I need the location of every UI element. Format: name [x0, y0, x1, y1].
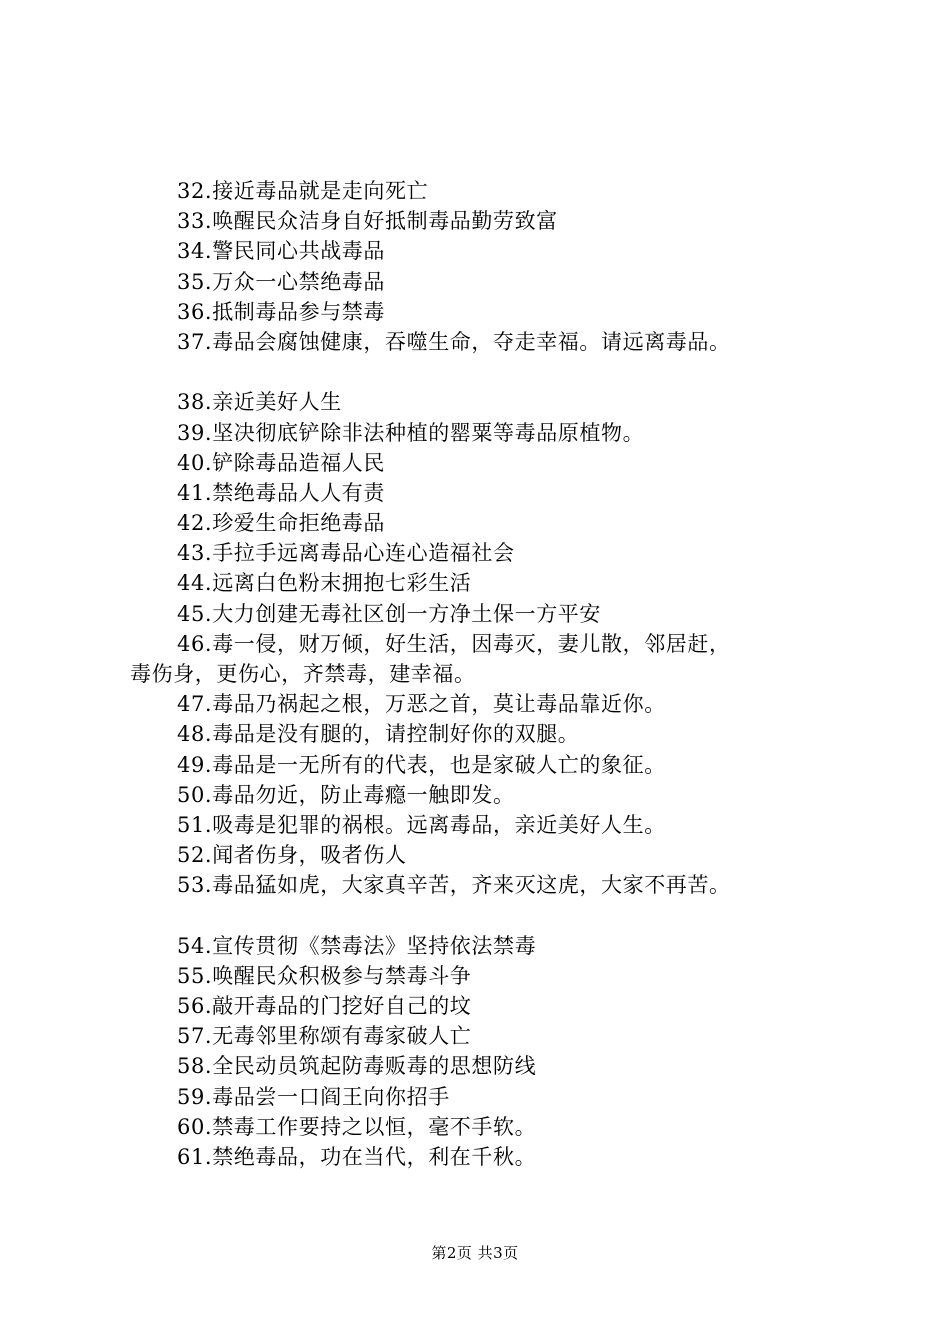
slogan-line: 42.珍爱生命拒绝毒品 [177, 511, 385, 536]
slogan-line: 59.毒品尝一口阎王向你招手 [177, 1084, 450, 1109]
slogan-line: 41.禁绝毒品人人有责 [177, 480, 385, 505]
slogan-line: 38.亲近美好人生 [177, 390, 342, 415]
slogan-line: 54.宣传贯彻《禁毒法》坚持依法禁毒 [177, 933, 537, 958]
slogan-line: 32.接近毒品就是走向死亡 [177, 179, 429, 203]
slogan-line: 47.毒品乃祸起之根，万恶之首，莫让毒品靠近你。 [177, 692, 666, 717]
slogan-line: 55.唤醒民众积极参与禁毒斗争 [177, 963, 472, 988]
slogan-line: 40.铲除毒品造福人民 [177, 450, 385, 475]
slogan-line: 34.警民同心共战毒品 [177, 239, 385, 264]
slogan-line: 36.抵制毒品参与禁毒 [177, 299, 385, 324]
slogan-line: 53.毒品猛如虎，大家真辛苦，齐来灭这虎，大家不再苦。 [177, 873, 731, 898]
slogan-line: 44.远离白色粉末拥抱七彩生活 [177, 571, 472, 596]
slogan-line: 33.唤醒民众洁身自好抵制毒品勤劳致富 [177, 209, 558, 234]
slogan-line: 60.禁毒工作要持之以恒，毫不手软。 [177, 1114, 537, 1139]
slogan-line: 56.敲开毒品的门挖好自己的坟 [177, 994, 472, 1019]
slogan-line: 49.毒品是一无所有的代表，也是家破人亡的象征。 [177, 752, 666, 777]
slogan-line: 50.毒品勿近，防止毒瘾一触即发。 [177, 782, 515, 807]
slogan-line: 51.吸毒是犯罪的祸根。远离毒品，亲近美好人生。 [177, 812, 666, 837]
slogan-line: 61.禁绝毒品，功在当代，利在千秋。 [177, 1145, 537, 1169]
slogan-line: 46.毒一侵，财万倾，好生活，因毒灭，妻儿散，邻居赶， [177, 631, 731, 656]
slogan-line: 毒伤身，更伤心，齐禁毒，建幸福。 [130, 662, 476, 686]
blank-line [130, 357, 830, 387]
slogan-line: 35.万众一心禁绝毒品 [177, 269, 385, 294]
slogan-line: 48.毒品是没有腿的，请控制好你的双腿。 [177, 722, 580, 747]
slogan-line: 52.闻者伤身，吸者伤人 [177, 843, 407, 868]
slogan-line: 37.毒品会腐蚀健康，吞噬生命，夺走幸福。请远离毒品。 [177, 329, 731, 354]
slogan-line: 57.无毒邻里称颂有毒家破人亡 [177, 1024, 472, 1049]
blank-line [130, 901, 830, 931]
slogan-line: 58.全民动员筑起防毒贩毒的思想防线 [177, 1054, 537, 1079]
slogan-line: 45.大力创建无毒社区创一方净土保一方平安 [177, 601, 601, 626]
slogan-line: 43.手拉手远离毒品心连心造福社会 [177, 541, 515, 566]
slogan-list [130, 176, 830, 1172]
page-footer: 第2页 共3页 [431, 1244, 519, 1262]
slogan-line: 39.坚决彻底铲除非法种植的罂粟等毒品原植物。 [177, 420, 645, 445]
